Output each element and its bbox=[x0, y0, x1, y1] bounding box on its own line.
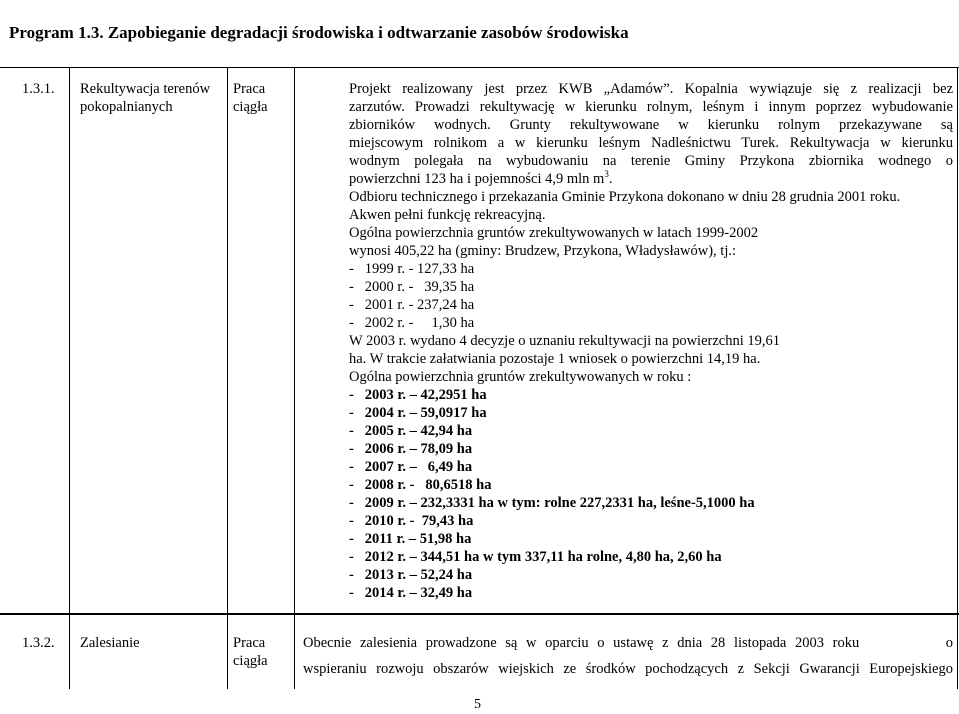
yearly-area-item: - 2009 r. – 232,3331 ha w tym: rolne 227,2331 ha, leśne-5,1000 ha bbox=[349, 495, 755, 511]
task-type-line: ciągła bbox=[233, 653, 268, 669]
yearly-area-item: - 2012 r. – 344,51 ha w tym 337,11 ha rolne, 4,80 ha, 2,60 ha bbox=[349, 549, 722, 565]
desc-line: wodnym polegała na wybudowaniu na terenie Gminy Przykona zbiornika wodnego o bbox=[349, 153, 953, 169]
task-name-line: Zalesianie bbox=[80, 635, 140, 651]
col-divider-3 bbox=[294, 67, 295, 689]
task-name bbox=[80, 80, 220, 116]
desc-line: zarzutów. Prowadzi rekultywację w kierunku rolnym, leśnym i innym poprzez wybudowanie bbox=[349, 99, 953, 115]
desc-line: - 2001 r. - 237,24 ha bbox=[349, 297, 475, 313]
yearly-area-item: - 2008 r. - 80,6518 ha bbox=[349, 477, 492, 493]
desc-line: Ogólna powierzchnia gruntów zrekultywowanych w roku : bbox=[349, 369, 692, 385]
task-type-line: Praca bbox=[233, 635, 266, 651]
volume-superscript: 3 bbox=[604, 169, 609, 180]
task-name-line: Rekultywacja terenów bbox=[80, 81, 211, 97]
yearly-area-item: - 2005 r. – 42,94 ha bbox=[349, 423, 473, 439]
yearly-area-item: - 2013 r. – 52,24 ha bbox=[349, 567, 473, 583]
task-description bbox=[349, 80, 953, 602]
desc-line: - 2000 r. - 39,35 ha bbox=[349, 279, 475, 295]
col-divider-2 bbox=[227, 67, 228, 689]
yearly-area-item: - 2003 r. – 42,2951 ha bbox=[349, 387, 487, 403]
desc-line: Ogólna powierzchnia gruntów zrekultywowanych w latach 1999-2002 bbox=[349, 225, 759, 241]
task-name bbox=[80, 634, 220, 652]
yearly-area-item: - 2014 r. – 32,49 ha bbox=[349, 585, 473, 601]
desc-line: Odbioru technicznego i przekazania Gminie Przykona dokonano w dniu 28 grudnia 2001 roku. bbox=[349, 189, 901, 205]
yearly-area-item: - 2010 r. - 79,43 ha bbox=[349, 513, 474, 529]
task-type bbox=[233, 634, 293, 670]
desc-line: - 2002 r. - 1,30 ha bbox=[349, 315, 475, 331]
desc-line: ha. W trakcie załatwiania pozostaje 1 wniosek o powierzchni 14,19 ha. bbox=[349, 351, 761, 367]
desc-line: miejscowym rolnikom a w kierunku leśnym Nadleśnictwu Turek. Rekultywacja w kierunku bbox=[349, 135, 953, 151]
yearly-area-item: - 2011 r. – 51,98 ha bbox=[349, 531, 472, 547]
task-description bbox=[303, 634, 953, 678]
table-right-border bbox=[957, 67, 958, 689]
program-title: Program 1.3. Zapobieganie degradacji środowiska i odtwarzanie zasobów środowiska bbox=[9, 23, 629, 42]
volume-suffix: . bbox=[608, 171, 613, 187]
desc-line: wspieraniu rozwoju obszarów wiejskich ze środków pochodzących z Sekcji Gwarancji Europejskiego bbox=[303, 661, 953, 677]
row-number: 1.3.2. bbox=[22, 635, 55, 651]
desc-line: wynosi 405,22 ha (gminy: Brudzew, Przykona, Władysławów), tj.: bbox=[349, 243, 737, 259]
yearly-area-item: - 2007 r. – 6,49 ha bbox=[349, 459, 473, 475]
row-separator bbox=[0, 613, 959, 615]
task-type-line: ciągła bbox=[233, 99, 268, 115]
col-divider-1 bbox=[69, 67, 70, 689]
desc-line: - 1999 r. - 127,33 ha bbox=[349, 261, 475, 277]
desc-line: zbiorników wodnych. Grunty rekultywowane w kierunku rolnym przekazywane są bbox=[349, 117, 953, 133]
desc-line bbox=[349, 170, 953, 188]
task-name-line: pokopalnianych bbox=[80, 99, 173, 115]
volume-text: powierzchni 123 ha i pojemności 4,9 mln m bbox=[349, 171, 605, 187]
table-top-border bbox=[0, 67, 959, 68]
task-type bbox=[233, 80, 293, 116]
page-number: 5 bbox=[474, 697, 481, 712]
task-type-line: Praca bbox=[233, 81, 266, 97]
desc-line: Obecnie zalesienia prowadzone są w oparciu o ustawę z dnia 28 listopada 2003 roku o bbox=[303, 635, 953, 651]
yearly-area-item: - 2004 r. – 59,0917 ha bbox=[349, 405, 487, 421]
desc-line: W 2003 r. wydano 4 decyzje o uznaniu rekultywacji na powierzchni 19,61 bbox=[349, 333, 780, 349]
row-number: 1.3.1. bbox=[22, 81, 55, 97]
desc-line: Akwen pełni funkcję rekreacyjną. bbox=[349, 207, 546, 223]
desc-line: Projekt realizowany jest przez KWB „Adamów”. Kopalnia wywiązuje się z realizacji bez bbox=[349, 81, 953, 97]
yearly-area-item: - 2006 r. – 78,09 ha bbox=[349, 441, 473, 457]
